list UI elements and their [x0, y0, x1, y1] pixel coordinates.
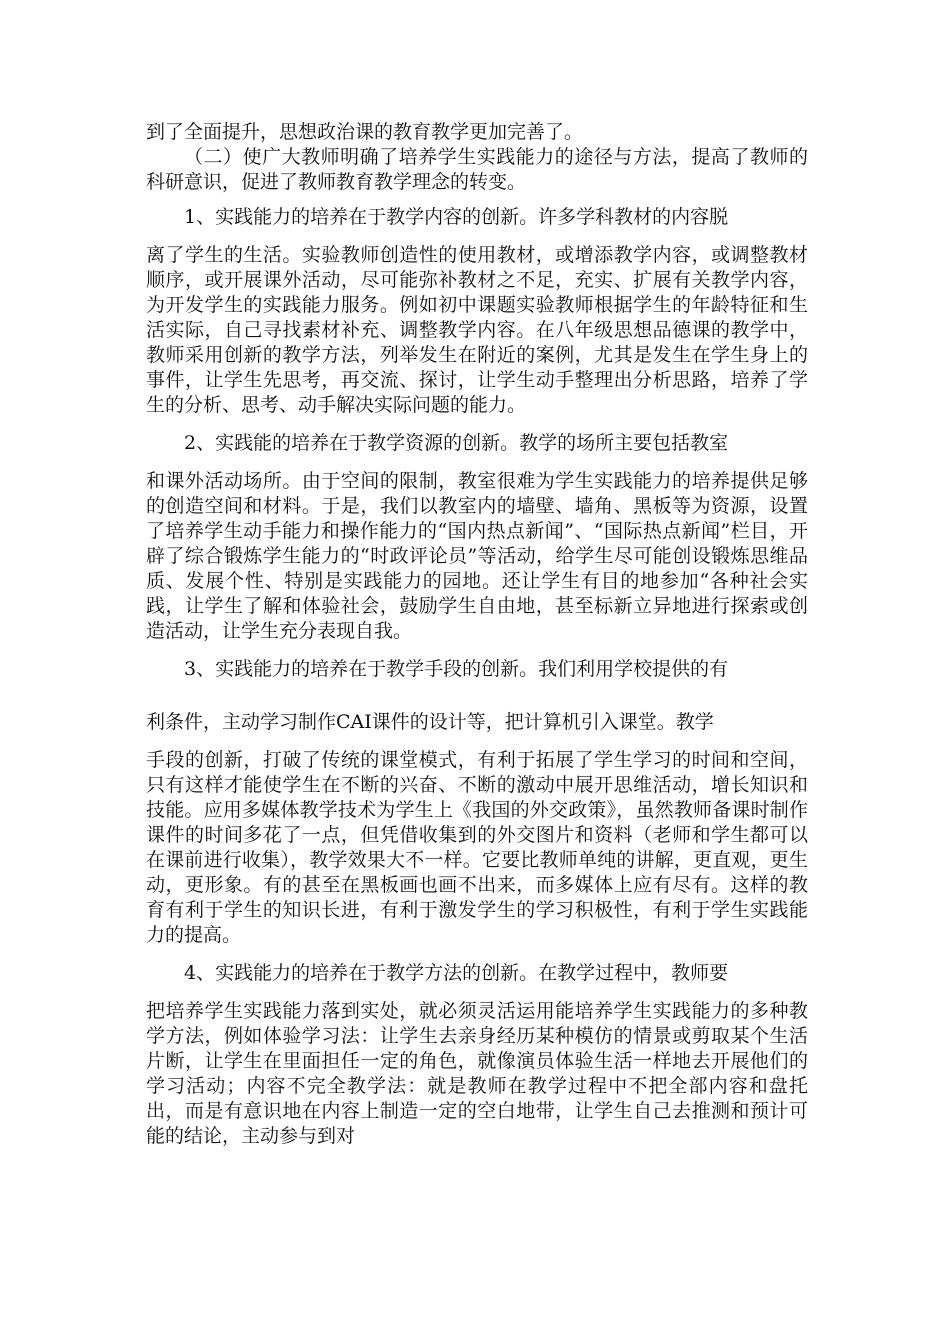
point-2-lead: 2、实践能的培养在于教学资源的创新。教学的场所主要包括教室 [184, 432, 729, 454]
point-4-body: 把培养学生实践能力落到实处，就必须灵活运用能培养学生实践能力的多种教学方法，例如体验学习法：让学生去亲身经历某种模仿的情景或剪取某个生活片断，让学生在里面担任一定的角色，就像演员体验生活一样地去开展他们的学习活动；内容不完全教学法：就是教师在教学过程中不把全部内容和盘托出，而是有意识地在内容上制造一定的空白地带，让学生自己去推测和预计可能的结论，主动参与到对 [146, 1000, 808, 1147]
document-body [146, 120, 808, 1162]
paragraph-continuation: 到了全面提升，思想政治课的教育教学更加完善了。 [146, 121, 584, 143]
point-3-body: 手段的创新，打破了传统的课堂模式，有利于拓展了学生学习的时间和空间，只有这样才能使学生在不断的兴奋、不断的激动中展开思维活动，增长知识和技能。应用多媒体教学技术为学生上《我国的外交政策》，虽然教师备课时制作课件的时间多花了一点，但凭借收集到的外交图片和资料（老师和学生都可以在课前进行收集），教学效果大不一样。它要比教师单纯的讲解，更直观，更生动，更形象。有的甚至在黑板画也画不出来，而多媒体上应有尽有。这样的教育有利于学生的知识长进，有利于激发学生的学习积极性，有利于学生实践能力的提高。 [146, 749, 808, 946]
point-4-lead: 4、实践能力的培养在于教学方法的创新。在教学过程中，教师要 [184, 962, 729, 984]
section-heading-2: （二）使广大教师明确了培养学生实践能力的途径与方法，提高了教师的科研意识，促进了教师教育教学理念的转变。 [146, 146, 808, 193]
point-1-lead: 1、实践能力的培养在于教学内容的创新。许多学科教材的内容脱 [184, 206, 729, 228]
point-2-body: 和课外活动场所。由于空间的限制，教室很难为学生实践能力的培养提供足够的创造空间和材料。于是，我们以教室内的墙壁、墙角、黑板等为资源，设置了培养学生动手能力和操作能力的“国内热点新闻”、“国际热点新闻”栏目，开辟了综合锻炼学生能力的“时政评论员”等活动，给学生尽可能创设锻炼思维品质、发展个性、特别是实践能力的园地。还让学生有目的地参加“各种社会实践，让学生了解和体验社会，鼓励学生自由地，甚至标新立异地进行探索或创造活动，让学生充分表现自我。 [146, 470, 808, 642]
point-3-lead: 3、实践能力的培养在于教学手段的创新。我们利用学校提供的有 [184, 658, 729, 680]
point-1-body: 离了学生的生活。实验教师创造性的使用教材，或增添教学内容，或调整教材顺序，或开展课外活动，尽可能弥补教材之不足，充实、扩展有关教学内容，为开发学生的实践能力服务。例如初中课题实验教师根据学生的年龄特征和生活实际，自己寻找素材补充、调整教学内容。在八年级思想品德课的教学中，教师采用创新的教学方法，列举发生在附近的案例，尤其是发生在学生身上的事件，让学生先思考，再交流、探讨，让学生动手整理出分析思路，培养了学生的分析、思考、动手解决实际问题的能力。 [146, 244, 808, 416]
point-3-line-2: 利条件，主动学习制作CAI课件的设计等，把计算机引入课堂。教学 [146, 711, 714, 733]
